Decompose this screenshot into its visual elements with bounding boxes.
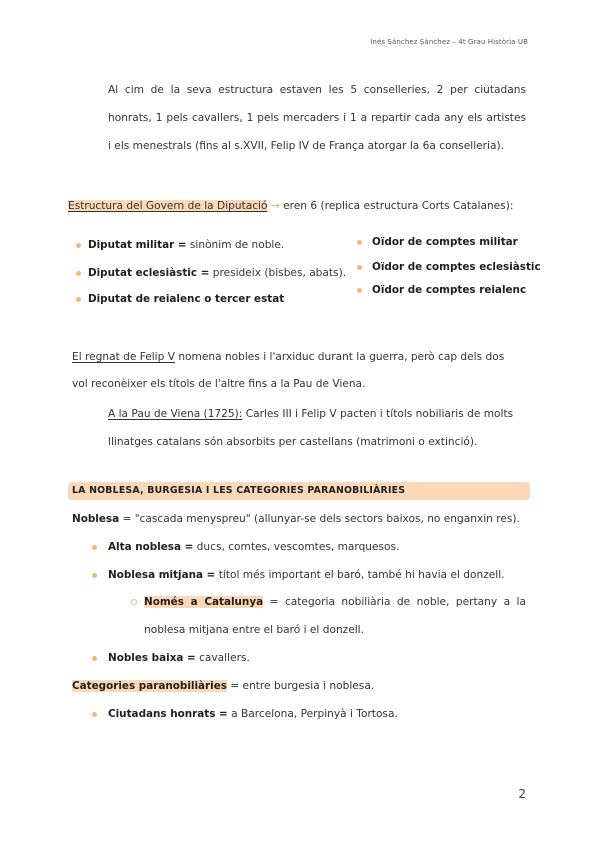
term: Ciutadans honrats =: [108, 708, 228, 720]
desc: a Barcelona, Perpinyà i Tortosa.: [227, 708, 398, 720]
list-item-oidor-reialenc: Oïdor de comptes reialenc: [372, 284, 527, 296]
desc: sinònim de noble.: [186, 239, 285, 251]
text: Carles III i Felip V pacten i títols nobiliaris de molts: [242, 408, 514, 420]
bullet-icon: [92, 656, 97, 661]
section-title: LA NOBLESA, BURGESIA I LES CATEGORIES PARANOBILIÀRIES: [72, 485, 406, 496]
term: Noblesa mitjana =: [108, 569, 216, 581]
desc: presideix (bisbes, abats).: [209, 267, 347, 279]
categories-line: [72, 678, 374, 694]
list-item-diputat-eclesiastic: [88, 265, 346, 281]
term: Nobles baixa =: [108, 652, 196, 664]
bullet-icon: [76, 271, 81, 276]
page-number: 2: [518, 787, 526, 801]
term: Alta noblesa =: [108, 541, 194, 553]
bullet-icon: [357, 265, 362, 270]
noblesa-line: [72, 511, 520, 527]
hollow-bullet-icon: [131, 599, 137, 605]
bullet-icon: [76, 297, 81, 302]
term: Categories paranobiliàries: [72, 680, 227, 692]
intro-line-2: honrats, 1 pels cavallers, 1 pels mercaders i 1 a repartir cada any els artistes: [108, 112, 526, 124]
pau-viena-label: A la Pau de Viena (1725):: [108, 408, 243, 420]
felip-line-2: vol reconèixer els títols de l'altre fins a la Pau de Viena.: [72, 378, 366, 390]
desc: = categoria nobiliària de noble, pertany a la: [263, 596, 526, 608]
bullet-icon: [76, 243, 81, 248]
bullet-icon: [357, 288, 362, 293]
nomes-catalunya-line-2: noblesa mitjana entre el baró i el donzell.: [144, 624, 364, 636]
desc: títol més important el baró, també hi havia el donzell.: [215, 569, 505, 581]
list-item-diputat-reialenc: [88, 291, 284, 307]
list-item-oidor-eclesiastic: Oïdor de comptes eclesiàstic: [372, 261, 541, 273]
term: Diputat de reialenc o tercer estat: [88, 293, 285, 305]
list-item-diputat-militar: [88, 237, 284, 253]
list-item-oidor-militar: Oïdor de comptes militar: [372, 236, 518, 248]
list-item-nobles-baixa: [108, 650, 250, 666]
term: Diputat eclesiàstic =: [88, 267, 210, 279]
desc: ducs, comtes, vescomtes, marquesos.: [193, 541, 400, 553]
felip-line-3: [108, 406, 513, 422]
term: Només a Catalunya: [144, 596, 264, 608]
bullet-icon: [92, 573, 97, 578]
felip-line-4: llinatges catalans són absorbits per castellans (matrimoni o extinció).: [108, 436, 478, 448]
bullet-icon: [92, 545, 97, 550]
list-item-nomes-catalunya: [144, 594, 526, 610]
diputacio-title: Estructura del Govern de la Diputació: [68, 200, 268, 212]
list-item-noblesa-mitjana: [108, 567, 505, 583]
bullet-icon: [357, 240, 362, 245]
section-banner: [68, 482, 530, 500]
list-item-ciutadans-honrats: [108, 706, 398, 722]
arrow-right-icon: →: [270, 200, 280, 212]
term: Noblesa: [72, 513, 120, 525]
diputacio-rest: eren 6 (replica estructura Corts Catalanes):: [279, 200, 514, 212]
text: = "cascada menyspreu" (allunyar-se dels sectors baixos, no enganxin res).: [119, 513, 520, 525]
text: = entre burgesia i noblesa.: [226, 680, 375, 692]
felip-line-1: [72, 349, 504, 365]
felip-regnat-link: El regnat de Felip V: [72, 351, 175, 363]
term: Diputat militar =: [88, 239, 187, 251]
intro-line-1: Al cim de la seva estructura estaven les 5 conselleries, 2 per ciutadans: [108, 84, 526, 96]
diputacio-heading: [68, 198, 513, 214]
page-header: Inés Sánchez Sánchez – 4t Grau Història UB: [370, 38, 528, 46]
text: nomena nobles i l'arxiduc durant la guerra, però cap dels dos: [174, 351, 505, 363]
desc: cavallers.: [195, 652, 250, 664]
list-item-alta-noblesa: [108, 539, 399, 555]
intro-line-3: i els menestrals (fins al s.XVII, Felip IV de França atorgar la 6a conselleria).: [108, 140, 504, 152]
bullet-icon: [92, 712, 97, 717]
